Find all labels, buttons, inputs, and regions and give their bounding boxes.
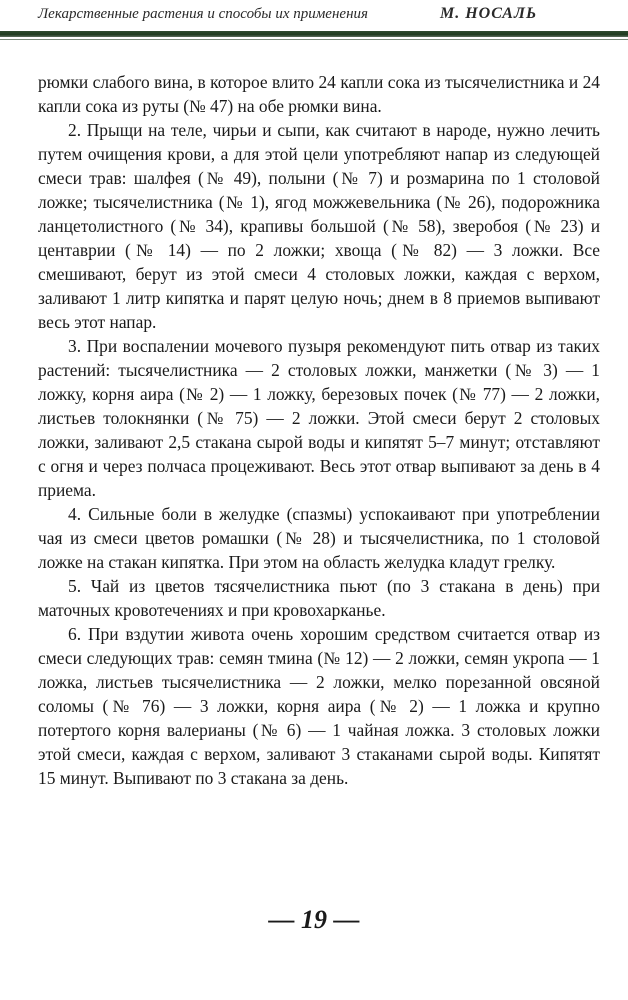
header-book-title: Лекарственные растения и способы их применения: [38, 6, 368, 22]
header-author: М. НОСАЛЬ: [440, 5, 538, 22]
paragraph-continuation: рюмки слабого вина, в которое влито 24 капли сока из тысячелистника и 24 капли сока из руты (№ 47) на обе рюмки вина.: [38, 72, 600, 116]
page-body: [38, 70, 600, 790]
running-header: [0, 0, 628, 34]
paragraph-item-2: 2. Прыщи на теле, чирьи и сыпи, как считают в народе, нужно лечить путем очищения крови, а для этой цели употребляют напар из следующей смеси трав: шалфея (№ 49), полыни (№ 7) и розмарина по 1 столовой ложке; тысячелистника (№ 1), ягод можжевельника (№ 26), подорожника ланцетолистного (№ 34), крапивы большой (№ 58), зверобоя (№ 23) и центаврии (№ 14) — по 2 ложки; хвоща (№ 82) — 3 ложки. Все смешивают, берут из этой смеси 4 столовых ложки, каждая с верхом, заливают 1 литр кипятка и парят целую ночь; днем в 8 приемов выпивают весь этот напар.: [38, 120, 600, 332]
paragraph-item-4: 4. Сильные боли в желудке (спазмы) успокаивают при употреблении чая из смеси цветов ромашки (№ 28) и тысячелистника, по 1 столовой ложке на стакан кипятка. При этом на область желудка кладут грелку.: [38, 504, 600, 572]
page-number: — 19 —: [268, 905, 360, 934]
header-rule-thin: [0, 39, 628, 40]
paragraph-item-6: 6. При вздутии живота очень хорошим средством считается отвар из смеси следующих трав: семян тмина (№ 12) — 2 ложки, семян укропа — 1 ложка, листьев тысячелистника — 2 ложки, мелко порезанной овсяной соломы (№ 76) — 3 ложки, корня аира (№ 2) — 1 ложка и крупно потертого корня валерианы (№ 6) — 1 чайная ложка. 3 столовых ложки этой смеси, каждая с верхом, заливают 3 стаканами сырой воды. Кипятят 15 минут. Выпивают по 3 стакана за день.: [38, 624, 600, 788]
header-rule: [0, 31, 628, 37]
paragraph-item-3: 3. При воспалении мочевого пузыря рекомендуют пить отвар из таких растений: тысячелистника — 2 столовых ложки, манжетки (№ 3) — 1 ложку, корня аира (№ 2) — 1 ложку, березовых почек (№ 77) — 2 ложки, листьев толокнянки (№ 75) — 2 ложки. Этой смеси берут 2 столовых ложки, заливают 2,5 стакана сырой воды и кипятят 5–7 минут; отставляют с огня и через полчаса процеживают. Весь этот отвар выпивают за день в 4 приема.: [38, 336, 600, 500]
paragraph-item-5: 5. Чай из цветов тясячелистника пьют (по 3 стакана в день) при маточных кровотечениях и при кровохарканье.: [38, 576, 600, 620]
